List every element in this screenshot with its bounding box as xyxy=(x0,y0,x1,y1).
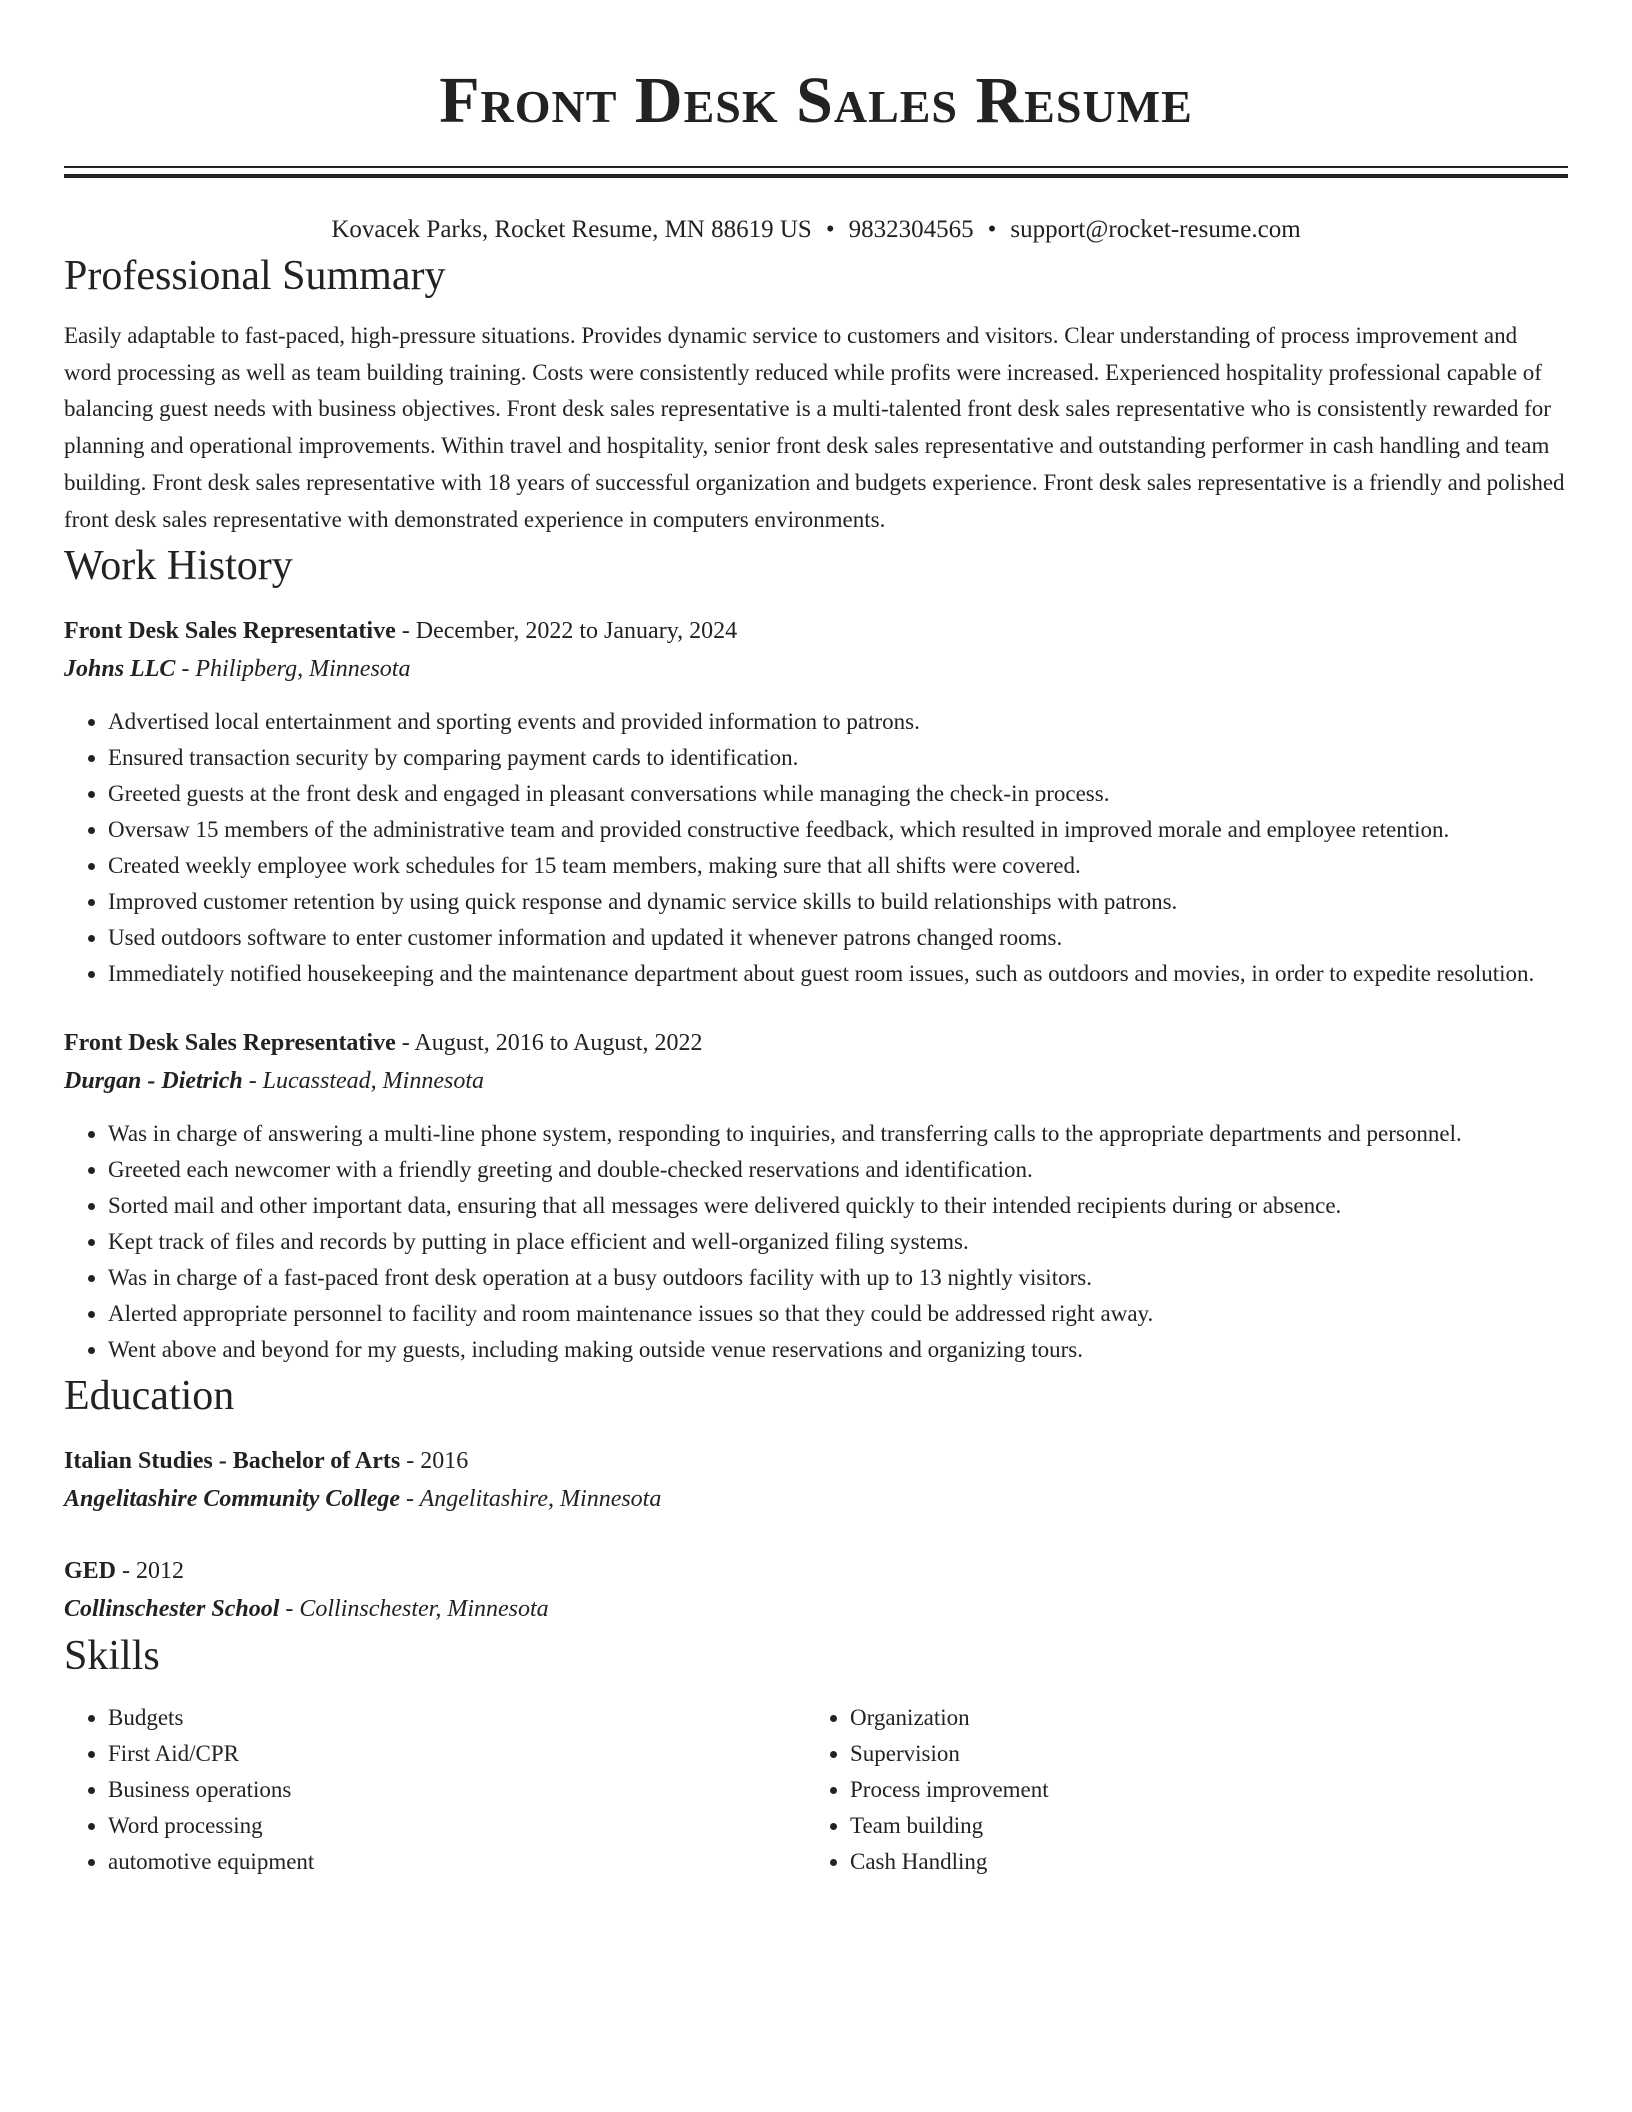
job-entry xyxy=(64,1024,1568,1368)
job-dates: - August, 2016 to August, 2022 xyxy=(401,1030,703,1057)
skills-list-right xyxy=(806,1700,1568,1880)
summary-heading: Professional Summary xyxy=(64,253,446,299)
list-item: • Cash Handling xyxy=(850,1844,1568,1880)
contact-separator: • xyxy=(987,216,997,243)
education-entry xyxy=(64,1552,1568,1628)
list-item: • Alerted appropriate personnel to facility and room maintenance issues so that they could be addressed right away. xyxy=(108,1296,1568,1332)
list-item: • Supervision xyxy=(850,1736,1568,1772)
degree-line xyxy=(64,1442,1568,1480)
education-heading: Education xyxy=(64,1373,235,1420)
title-divider-thick xyxy=(64,174,1568,178)
graduation-year: - 2012 xyxy=(122,1558,185,1585)
job-title: Front Desk Sales Representative xyxy=(64,1030,396,1057)
list-item: • Greeted each newcomer with a friendly greeting and double-checked reservations and identification. xyxy=(108,1152,1568,1188)
list-item: • Improved customer retention by using quick response and dynamic service skills to build relationships with patrons. xyxy=(108,884,1568,920)
education-entry xyxy=(64,1442,1568,1518)
list-item: • Greeted guests at the front desk and engaged in pleasant conversations while managing the check-in process. xyxy=(108,776,1568,812)
list-item: • Ensured transaction security by comparing payment cards to identification. xyxy=(108,740,1568,776)
list-item: • Was in charge of a fast-paced front desk operation at a busy outdoors facility with up to 13 nightly visitors. xyxy=(108,1260,1568,1296)
job-location: - Lucasstead, Minnesota xyxy=(248,1068,484,1095)
list-item: • Advertised local entertainment and sporting events and provided information to patrons. xyxy=(108,704,1568,740)
list-item: • Team building xyxy=(850,1808,1568,1844)
school-name: Angelitashire Community College xyxy=(64,1486,401,1513)
list-item: • Used outdoors software to enter customer information and updated it whenever patrons changed rooms. xyxy=(108,920,1568,956)
contact-line xyxy=(64,212,1568,248)
summary-text: Easily adaptable to fast-paced, high-pressure situations. Provides dynamic service to customers and visitors. Clear understanding of process improvement and word processing as well as team building training. Costs were consistently reduced while profits were increased. Experienced hospitality professional capable of balancing guest needs with business objectives. Front desk sales representative is a multi-talented front desk sales representative who is consistently rewarded for planning and operational improvements. Within travel and hospitality, senior front desk sales representative and outstanding performer in cash handling and team building. Front desk sales representative with 18 years of successful organization and budgets experience. Front desk sales representative is a friendly and polished front desk sales representative with demonstrated experience in computers environments. xyxy=(64,323,1565,532)
school-line xyxy=(64,1480,1568,1518)
list-item: • Budgets xyxy=(108,1700,806,1736)
list-item: • Process improvement xyxy=(850,1772,1568,1808)
job-company-line xyxy=(64,650,1568,688)
work-history-heading: Work History xyxy=(64,543,293,590)
contact-separator: • xyxy=(825,216,835,243)
degree: Italian Studies - Bachelor of Arts xyxy=(64,1448,401,1475)
list-item: • Was in charge of answering a multi-line phone system, responding to inquiries, and transferring calls to the appropriate departments and personnel. xyxy=(108,1116,1568,1152)
list-item: • Oversaw 15 members of the administrative team and provided constructive feedback, which resulted in improved morale and employee retention. xyxy=(108,812,1568,848)
job-entry xyxy=(64,612,1568,992)
list-item: • Went above and beyond for my guests, including making outside venue reservations and organizing tours. xyxy=(108,1332,1568,1368)
job-dates: - December, 2022 to January, 2024 xyxy=(401,618,738,645)
list-item: • Sorted mail and other important data, ensuring that all messages were delivered quickly to their intended recipients during or absence. xyxy=(108,1188,1568,1224)
skills-heading: Skills xyxy=(64,1633,160,1680)
contact-address: Kovacek Parks, Rocket Resume, MN 88619 US xyxy=(331,216,812,243)
list-item: • Created weekly employee work schedules for 15 team members, making sure that all shifts were covered. xyxy=(108,848,1568,884)
school-location: - Collinschester, Minnesota xyxy=(285,1596,549,1623)
school-location: - Angelitashire, Minnesota xyxy=(406,1486,662,1513)
skills-columns xyxy=(64,1700,1568,1880)
job-company: Durgan - Dietrich xyxy=(64,1068,243,1095)
resume-title: Front Desk Sales Resume xyxy=(439,64,1193,137)
list-item: • Business operations xyxy=(108,1772,806,1808)
contact-email: support@rocket-resume.com xyxy=(1010,216,1301,243)
job-title: Front Desk Sales Representative xyxy=(64,618,396,645)
job-title-line xyxy=(64,1024,1568,1062)
school-line xyxy=(64,1590,1568,1628)
resume-page xyxy=(64,0,1568,1880)
job-location: - Philipberg, Minnesota xyxy=(181,656,411,683)
job-company-line xyxy=(64,1062,1568,1100)
job-company: Johns LLC xyxy=(64,656,176,683)
job-bullets xyxy=(64,1116,1568,1368)
job-title-line xyxy=(64,612,1568,650)
list-item: • Organization xyxy=(850,1700,1568,1736)
list-item: • automotive equipment xyxy=(108,1844,806,1880)
list-item: • First Aid/CPR xyxy=(108,1736,806,1772)
title-divider-thin xyxy=(64,166,1568,168)
school-name: Collinschester School xyxy=(64,1596,280,1623)
list-item: • Immediately notified housekeeping and the maintenance department about guest room issues, such as outdoors and movies, in order to expedite resolution. xyxy=(108,956,1568,992)
degree-line xyxy=(64,1552,1568,1590)
contact-phone: 9832304565 xyxy=(848,216,974,243)
job-bullets xyxy=(64,704,1568,992)
list-item: • Kept track of files and records by putting in place efficient and well-organized filing systems. xyxy=(108,1224,1568,1260)
degree: GED xyxy=(64,1558,117,1585)
skills-list-left xyxy=(64,1700,806,1880)
list-item: • Word processing xyxy=(108,1808,806,1844)
graduation-year: - 2016 xyxy=(406,1448,469,1475)
